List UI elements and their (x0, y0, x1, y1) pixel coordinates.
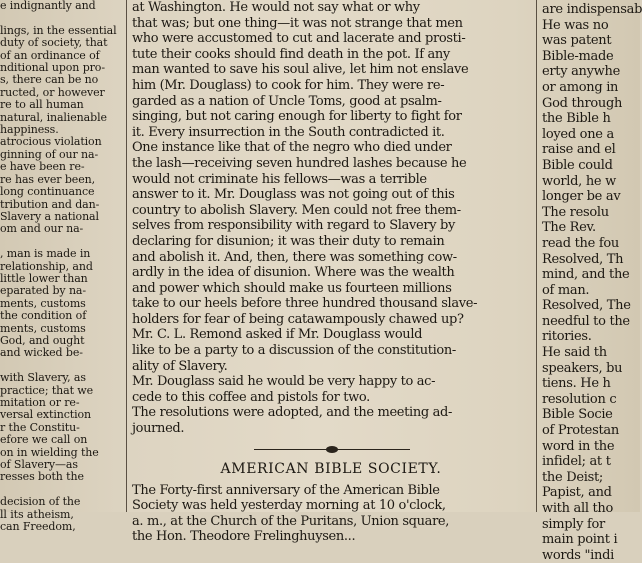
text-line: ments, customs (0, 321, 86, 335)
text-line: loyed one a (542, 126, 614, 142)
text-line: The Forty-first anniversary of the American Bible (132, 482, 440, 498)
text-line: natural, inalienable (0, 110, 107, 124)
text-line: the lash—receiving seven hundred lashes because he (132, 155, 467, 171)
text-line: little lower than (0, 271, 88, 285)
section-heading: AMERICAN BIBLE SOCIETY. (220, 460, 442, 477)
text-line: , man is made in (0, 247, 91, 261)
text-line: relationship, and (0, 259, 93, 273)
text-line: answer to it. Mr. Douglass was not going out of this (132, 187, 455, 203)
text-line: with Slavery, as (0, 371, 86, 385)
text-line: on in wielding the (0, 445, 99, 459)
text-line: resolution c (542, 391, 617, 407)
text-line: it. Every insurrection in the South contradicted it. (132, 124, 445, 140)
text-line: journed. (132, 421, 185, 437)
left-column (0, 0, 120, 534)
text-line: Resolved, Th (542, 251, 624, 267)
text-line: Papist, and (542, 485, 612, 501)
text-line: eparated by na- (0, 284, 87, 298)
text-line: s, there can be no (0, 73, 99, 87)
text-line: Bible-made (542, 48, 614, 64)
text-line (0, 12, 120, 24)
text-line: word in the (542, 438, 615, 454)
text-line: man wanted to save his soul alive, let him not enslave (132, 62, 469, 78)
text-line: of an ordinance of (0, 48, 100, 62)
text-line: are indispensab (542, 2, 642, 17)
text-line: the Bible h (542, 111, 611, 127)
text-line: mind, and the (542, 267, 630, 283)
text-line: world, he w (542, 173, 616, 189)
text-line: ality of Slavery. (132, 358, 228, 374)
left-column-text (0, 0, 120, 533)
text-line: was patent (542, 33, 612, 49)
text-line: tribution and dan- (0, 197, 100, 211)
column-rule (536, 0, 537, 512)
text-line: Resolved, The (542, 298, 631, 314)
text-line: take to our heels before three hundred thousand slave- (132, 296, 478, 312)
text-line: decision of the (0, 495, 81, 509)
text-line: re to all human (0, 98, 84, 112)
text-line: erty anywhe (542, 64, 620, 80)
text-line: him (Mr. Douglass) to cook for him. They were re- (132, 77, 445, 93)
section-divider (132, 443, 530, 457)
text-line: The Rev. (542, 220, 596, 236)
text-line: duty of society, that (0, 36, 108, 50)
text-line: of man. (542, 282, 590, 298)
text-line: longer be av (542, 189, 621, 205)
right-column-text (542, 0, 640, 563)
text-line: nditional upon pro- (0, 61, 105, 75)
main-column (132, 0, 530, 545)
text-line: He was no (542, 17, 609, 33)
text-line: tiens. He h (542, 376, 611, 392)
text-line: Bible could (542, 157, 613, 173)
text-line: the Hon. Theodore Frelinghuysen... (132, 529, 356, 545)
text-line: atrocious violation (0, 135, 102, 149)
text-line: efore we call on (0, 433, 88, 447)
text-line: garded as a nation of Uncle Toms, good at psalm- (132, 93, 442, 109)
column-rule (126, 0, 127, 512)
text-line: Society was held yesterday morning at 10 o'clock, (132, 498, 446, 514)
text-line: ginning of our na- (0, 147, 99, 161)
text-line: long continuance (0, 185, 95, 199)
text-line: The resolu (542, 204, 609, 220)
text-line: like to be a party to a discussion of the constitution- (132, 343, 456, 359)
text-line: infidel; at t (542, 454, 611, 470)
text-line: a. m., at the Church of the Puritans, Union square, (132, 513, 450, 529)
text-line: and wicked be- (0, 346, 83, 360)
text-line: God through (542, 95, 623, 111)
text-line: speakers, bu (542, 360, 623, 376)
text-line: versal extinction (0, 408, 92, 422)
text-line: can Freedom, (0, 520, 76, 534)
text-line: raise and el (542, 142, 616, 158)
text-line: ardly in the idea of disunion. Where was the wealth (132, 265, 455, 281)
text-line: holders for fear of being catawampously chawed up? (132, 311, 464, 327)
text-line: r the Constitu- (0, 420, 80, 434)
text-line: ritories. (542, 329, 592, 345)
text-line: who were accustomed to cut and lacerate and prosti- (132, 31, 466, 47)
text-line: practice; that we (0, 383, 94, 397)
text-line: resses both the (0, 470, 84, 484)
speech-report (132, 0, 530, 437)
text-line: God, and ought (0, 333, 85, 347)
text-line: singing, but not caring enough for liberty to fight for (132, 109, 462, 125)
text-line: ll its atheism, (0, 507, 74, 521)
text-line: mitation or re- (0, 396, 80, 409)
text-line: with all tho (542, 501, 614, 516)
text-line: country to abolish Slavery. Men could not free them- (132, 202, 461, 218)
text-line: ments, customs (0, 296, 86, 310)
text-line: One instance like that of the negro who died under (132, 140, 452, 156)
text-line: lings, in the essential (0, 23, 117, 37)
text-line: and power which should make us fourteen millions (132, 280, 452, 296)
text-line: of Slavery—as (0, 458, 78, 472)
text-line: that was; but one thing—it was not strange that men (132, 15, 463, 31)
text-line: words "indi (542, 547, 614, 563)
text-line: main point i (542, 532, 618, 548)
text-line: ructed, or however (0, 85, 105, 99)
text-line: would not criminate his fellows—was a terrible (132, 171, 427, 187)
text-line: read the fou (542, 235, 619, 251)
text-line: The resolutions were adopted, and the meeting ad- (132, 405, 453, 421)
text-line: om and our na- (0, 222, 84, 236)
text-line: simply for (542, 516, 605, 532)
text-line: e have been re- (0, 160, 85, 174)
text-line: Mr. Douglass said he would be very happy to ac- (132, 374, 436, 390)
right-column (542, 0, 642, 563)
text-line: selves from responsibility with regard to Slavery by (132, 218, 455, 234)
text-line: Bible Socie (542, 407, 613, 423)
divider-ornament (326, 446, 338, 453)
text-line: of Protestan (542, 423, 619, 439)
text-line: or among in (542, 79, 619, 95)
text-line: re has ever been, (0, 172, 95, 186)
text-line: cede to this coffee and pistols for two. (132, 389, 370, 405)
text-line: at Washington. He would not say what or why (132, 0, 420, 15)
text-line: Mr. C. L. Remond asked if Mr. Douglass would (132, 327, 423, 343)
text-line: e indignantly and (0, 0, 96, 12)
text-line: and abolish it. And, then, there was something cow- (132, 249, 457, 265)
text-line: the condition of (0, 309, 87, 323)
text-line: the Deist; (542, 469, 603, 485)
section-body (132, 483, 530, 545)
text-line: tute their cooks should find death in the pot. If any (132, 46, 450, 62)
text-line: needful to the (542, 313, 630, 329)
text-line: Slavery a national (0, 209, 99, 223)
text-line: happiness. (0, 123, 59, 137)
text-line: declaring for disunion; it was their duty to remain (132, 233, 445, 249)
text-line: He said th (542, 345, 607, 361)
